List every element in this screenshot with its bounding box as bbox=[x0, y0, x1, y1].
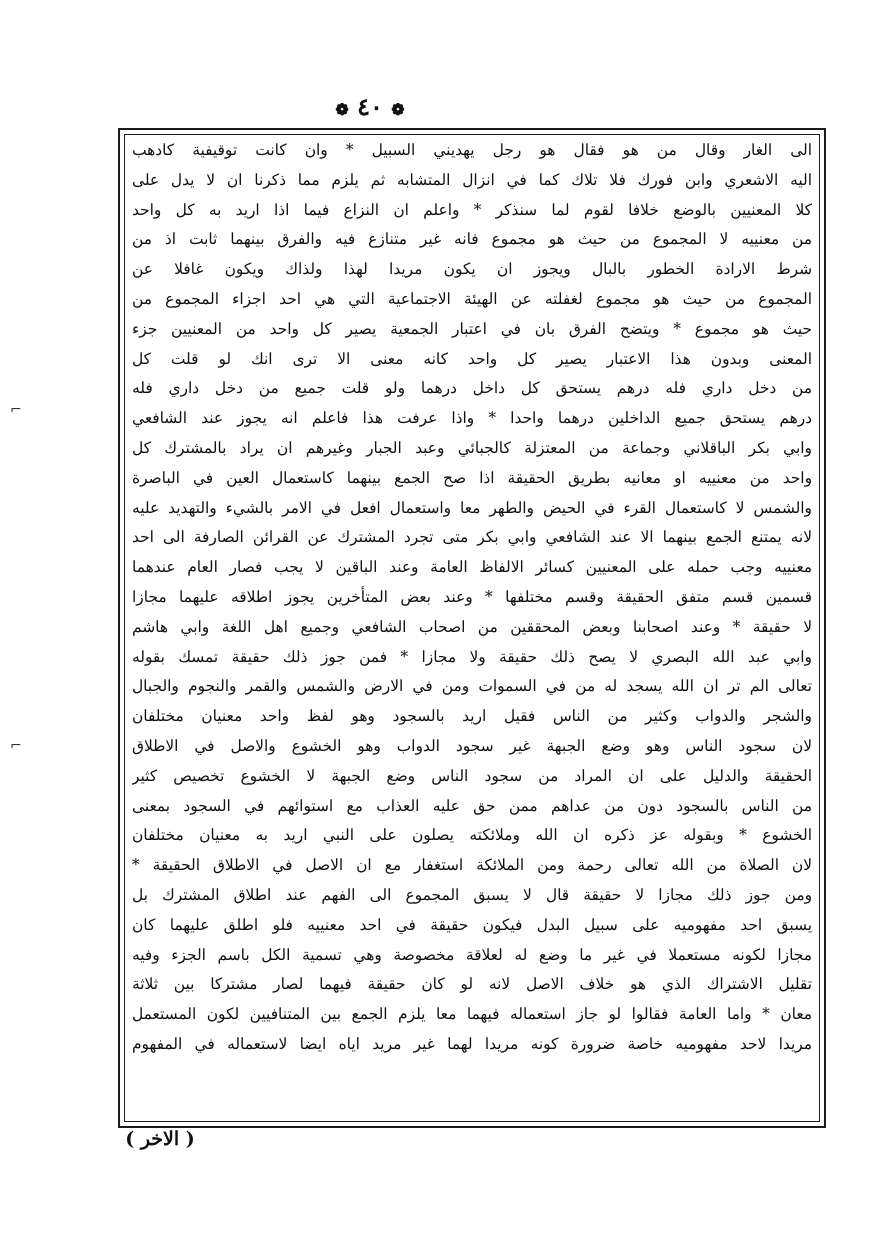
text-line: من دخل داري فله درهم يستحق كل داخل درهما ولو قلت جميع من دخل داري فله bbox=[132, 379, 812, 398]
text-line: كلا المعنيين بالوضع خلافا لقوم لما سنذكر * واعلم ان النزاع فيما اذا اريد به كل واحد bbox=[132, 200, 812, 219]
text-line: معان * واما العامة فقالوا لو جاز استعماله فيهما معا يلزم الجمع بين المتنافيين لكون المستعمل bbox=[132, 1005, 812, 1024]
text-line: تقليل الاشتراك الذي هو خلاف الاصل لانه لو كان حقيقة فيهما لصار مشتركا بين ثلاثة bbox=[132, 975, 812, 994]
catchword: ( الاخر ) bbox=[125, 1128, 195, 1150]
text-line: يسبق احد مفهوميه على سبيل البدل فيكون حقيقة في احد معنييه فلو اطلق عليهما كان bbox=[132, 915, 812, 934]
text-line: مريدا لاحد مفهوميه خاصة ضرورة كونه مريدا لهما غير مريد اياه ايضا لاستعماله في المفهوم bbox=[132, 1034, 812, 1053]
text-line: وابي بكر الباقلاني وجماعة من المعتزلة كالجبائي وعبد الجبار وغيرهم ان يراد بالمشترك كل bbox=[132, 438, 812, 457]
text-line: مجازا لكونه مستعملا في غير ما وضع له لعلاقة مخصوصة وهي تسمية الكل باسم الجزء وفيه bbox=[132, 945, 812, 964]
text-line: والشمس لا كاستعمال القرء في الحيض والطهر معا واستعمال افعل في الامر بالشيء والتهديد عليه bbox=[132, 498, 812, 517]
text-line: الخشوع * وبقوله عز ذكره ان الله وملائكته يصلون على النبي اريد به معنيان مختلفان bbox=[132, 826, 812, 845]
page-number-header bbox=[300, 92, 440, 121]
main-text-block bbox=[132, 136, 812, 1120]
text-line: واحد من معنييه او معانيه بطريق الحقيقة اذا صح الجمع بينهما كاستعمال العين في الباصرة bbox=[132, 468, 812, 487]
text-line: المعنى وبدون هذا الاعتبار يصير كل واحد كانه معنى الا ترى انك لو قلت كل bbox=[132, 349, 812, 368]
text-line: الحقيقة والدليل على ان المراد من سجود الناس وضع الجبهة لا الخشوع تخصيص كثير bbox=[132, 766, 812, 785]
text-line: ومن جوز ذلك مجازا لا حقيقة قال لا يسبق المجموع الى الفهم عند اطلاق المشترك بل bbox=[132, 885, 812, 904]
page-number: ٤٠ bbox=[357, 92, 383, 121]
margin-mark: ⌐ bbox=[10, 738, 22, 754]
text-line: شرط الارادة الخطور بالبال ويجوز ان يكون مريدا لهذا ولذاك ويكون غافلا عن bbox=[132, 260, 812, 279]
text-line: لان سجود الناس وهو وضع الجبهة غير سجود الدواب وهو الخشوع والاصل في الاطلاق bbox=[132, 736, 812, 755]
left-ornament-icon: ❁ bbox=[391, 100, 405, 119]
text-line: من معنييه لا المجموع من حيث هو مجموع فانه غير متنازع فيه والفرق بينهما ثابت اذ من bbox=[132, 230, 812, 249]
text-line: لانه يمتنع الجمع بينهما الا عند الشافعي وابي بكر متى تجرد المشترك عن القرائن الصارفة الى احد bbox=[132, 528, 812, 547]
text-line: الى الغار وقال من هو فقال هو رجل يهديني السبيل * وان كانت توقيفية كادهب bbox=[132, 141, 812, 159]
text-line: لان الصلاة من الله تعالى رحمة ومن الملائكة استغفار مع ان الاصل في الاطلاق الحقيقة * bbox=[132, 856, 812, 875]
text-line: اليه الاشعري وابن فورك فلا تلاك كما في انزال المتشابه ثم يلزم مما ذكرنا ان لا يدل على bbox=[132, 170, 812, 189]
text-line: لا حقيقة * وعند اصحابنا وبعض المحققين من اصحاب الشافعي وجميع اهل اللغة وابي هاشم bbox=[132, 617, 812, 636]
text-line: حيث هو مجموع * ويتضح الفرق بان في اعتبار الجمعية يصير كل واحد من المعنيين جزء bbox=[132, 319, 812, 338]
text-line: والشجر والدواب وكثير من الناس فقيل اريد بالسجود وهو لفظ واحد معنيان مختلفان bbox=[132, 707, 812, 726]
text-line: وابي عبد الله البصري لا يصح ذلك حقيقة ولا مجازا * فمن جوز ذلك حقيقة تمسك بقوله bbox=[132, 647, 812, 666]
text-line: درهم يستحق جميع الداخلين درهما واحدا * واذا عرفت هذا فاعلم انه يجوز عند الشافعي bbox=[132, 409, 812, 428]
right-ornament-icon: ❁ bbox=[335, 100, 349, 119]
text-line: تعالى الم تر ان الله يسجد له من في السموات ومن في الارض والشمس والقمر والنجوم والجبال bbox=[132, 677, 812, 696]
text-line: المجموع من حيث هو مجموع لغفلته عن الهيئة الاجتماعية التي هي احد اجزاء المجموع من bbox=[132, 289, 812, 308]
text-line: قسمين قسم متفق الحقيقة وقسم مختلفها * وعند بعض المتأخرين يجوز اطلاقه عليهما مجازا bbox=[132, 587, 812, 606]
text-line: من الناس بالسجود دون من عداهم ممن حق عليه العذاب مع استوائهم في السجود بمعنى bbox=[132, 796, 812, 815]
text-line: معنييه وجب حمله على المعنيين كسائر الالفاظ العامة وعند الباقين لا يجب فصار العام عندهما bbox=[132, 558, 812, 577]
margin-mark: ⌐ bbox=[10, 402, 22, 418]
